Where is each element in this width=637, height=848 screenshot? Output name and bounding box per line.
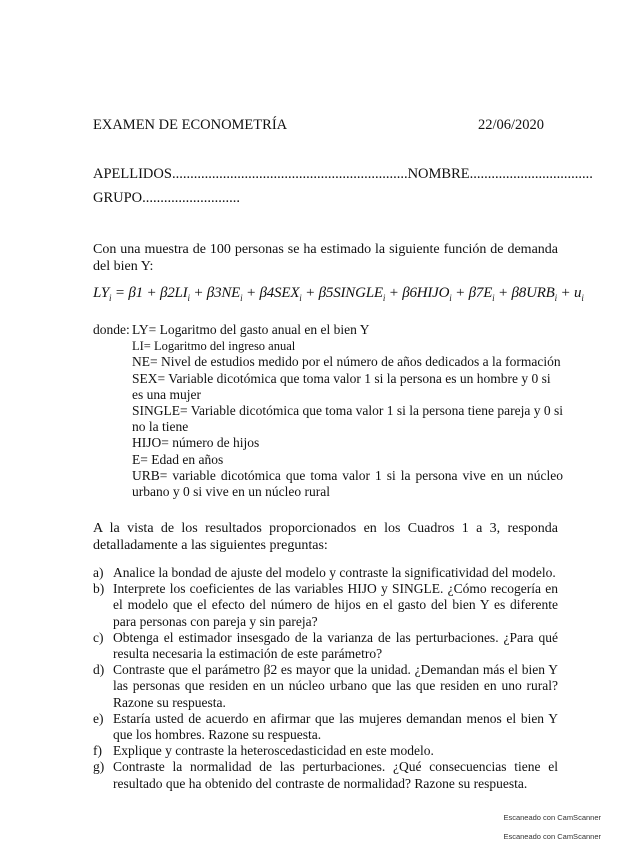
exam-title: EXAMEN DE ECONOMETRÍA: [93, 117, 288, 133]
question-text: Interprete los coeficientes de las variables HIJO y SINGLE. ¿Cómo recogería en el modelo que el efecto del número de hijos en el gasto del bien Y es diferente para personas con pareja y sin pareja?: [113, 581, 558, 629]
question-text: Contraste que el parámetro β2 es mayor que la unidad. ¿Demandan más el bien Y las personas que residen en un núcleo urbano que las que residen en uno rural? Razone su respuesta.: [113, 662, 558, 710]
question-item: [93, 565, 558, 581]
question-text: Analice la bondad de ajuste del modelo y contraste la significatividad del modelo.: [113, 565, 556, 580]
question-item: [93, 662, 558, 711]
question-item: [93, 743, 558, 759]
question-text: Explique y contraste la heteroscedasticidad en este modelo.: [113, 743, 434, 759]
scanner-watermark: Escaneado con CamScanner: [503, 813, 601, 822]
question-key: e): [93, 710, 104, 726]
definition-item: HIJO= número de hijos: [132, 435, 260, 451]
equation-term: β7E: [468, 285, 493, 301]
variable-definitions: [93, 322, 563, 500]
definitions-label: donde:: [93, 322, 130, 337]
question-key: b): [93, 581, 105, 597]
equation-term: β6HIJO: [402, 285, 450, 301]
instructions-paragraph: A la vista de los resultados proporcionados en los Cuadros 1 a 3, responda detalladamente a las siguientes preguntas:: [93, 521, 558, 553]
definition-item: NE= Nivel de estudios medido por el número de años dedicados a la formación: [132, 354, 561, 370]
question-list: [93, 565, 558, 792]
question-text: Estaría usted de acuerdo en afirmar que las mujeres demandan menos el bien Y que los hombres. Razone su respuesta.: [113, 710, 558, 743]
question-key: d): [93, 662, 105, 678]
equation-term: β2LI: [159, 285, 188, 301]
equation-term: β8URB: [511, 285, 555, 301]
question-item: [93, 630, 558, 662]
scanner-watermark: Escaneado con CamScanner: [503, 832, 601, 841]
question-item: [93, 711, 558, 743]
question-key: g): [93, 759, 105, 775]
question-item: [93, 759, 558, 791]
intro-paragraph: Con una muestra de 100 personas se ha estimado la siguiente función de demanda del bien Y:: [93, 242, 558, 274]
question-text: Contraste la normalidad de las perturbaciones. ¿Qué consecuencias tiene el resultado que ha obtenido del contraste de normalidad? Razone su respuesta.: [113, 759, 558, 791]
equation-term: β5SINGLE: [318, 285, 383, 301]
definition-item: SINGLE= Variable dicotómica que toma valor 1 si la persona tiene pareja y 0 si no la tiene: [132, 403, 563, 435]
exam-date: 22/06/2020: [477, 117, 544, 133]
question-key: a): [93, 565, 104, 580]
definition-item: E= Edad en años: [132, 451, 224, 467]
grupo-field: GRUPO...........................: [93, 190, 241, 206]
question-item: [93, 581, 558, 630]
question-key: c): [93, 629, 104, 645]
apellidos-nombre-field: APELLIDOS.................................................................NOMBRE..................................: [93, 166, 593, 182]
question-text: Obtenga el estimador insesgado de la varianza de las perturbaciones. ¿Para qué resulta necesaria la estimación de este parámetro?: [113, 629, 558, 662]
demand-equation: $LY_i = \beta 1 + \beta 2LI_i + \beta 3NE_i + \beta 4SEX_i$ + $\beta 5SINGLE_i$ + $\beta 6HIJO_i + \beta 7E_i + \beta 8URB_i + u_i$: [93, 285, 584, 303]
exam-header: [93, 117, 544, 134]
definition-item: LI= Logaritmo del ingreso anual: [132, 339, 296, 354]
question-key: f): [93, 743, 102, 759]
equation-term: u: [574, 285, 582, 301]
equation-term: β1: [128, 285, 143, 301]
definition-item: LY= Logaritmo del gasto anual en el bien Y: [132, 322, 370, 337]
definition-item: SEX= Variable dicotómica que toma valor 1 si la persona es un hombre y 0 si es una mujer: [132, 370, 551, 402]
equation-term: β3NE: [206, 285, 241, 301]
equation-lhs: LY: [93, 285, 109, 301]
definition-item: URB= variable dicotómica que toma valor 1 si la persona vive en un núcleo urbano y 0 si vive en un núcleo rural: [132, 467, 563, 500]
equation-term: β4SEX: [259, 285, 300, 301]
